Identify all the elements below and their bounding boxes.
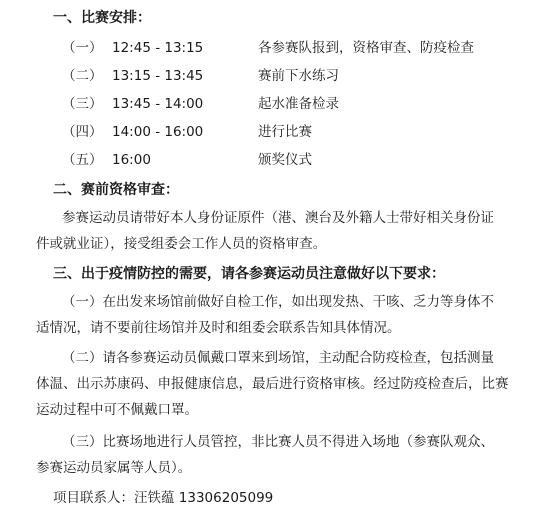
section-2-heading: 二、赛前资格审查： bbox=[53, 182, 179, 198]
paragraph-line: 参赛运动员请带好本人身份证原件（港、澳台及外籍人士带好相关身份证 bbox=[62, 210, 494, 226]
paragraph-line: 件或就业证），接受组委会工作人员的资格审查。 bbox=[36, 236, 327, 252]
requirement-line: （二）请各参赛运动员佩戴口罩来到场馆，主动配合防疫检查，包括测量 bbox=[62, 350, 494, 366]
requirement-line: （三）比赛场地进行人员管控，非比赛人员不得进入场地（参赛队观众、 bbox=[62, 434, 494, 450]
schedule-row bbox=[62, 94, 339, 114]
schedule-description: 赛前下水练习 bbox=[258, 68, 339, 84]
schedule-number: （二） bbox=[62, 68, 103, 84]
schedule-description: 颁奖仪式 bbox=[258, 152, 312, 168]
section-3-heading: 三、出于疫情防控的需要，请各参赛运动员注意做好以下要求： bbox=[53, 266, 445, 282]
schedule-description: 进行比赛 bbox=[258, 124, 312, 140]
section-1-heading: 一、比赛安排： bbox=[53, 10, 151, 26]
schedule-number: （五） bbox=[62, 152, 103, 168]
requirement-line: 体温、出示苏康码、申报健康信息，最后进行资格审核。经过防疫检查后，比赛 bbox=[36, 376, 509, 392]
schedule-time: 16:00 bbox=[112, 152, 151, 168]
schedule-row bbox=[62, 122, 312, 142]
schedule-time: 12:45 - 13:15 bbox=[112, 40, 204, 56]
contact-line: 项目联系人：汪铁蕴 13306205099 bbox=[53, 490, 274, 506]
schedule-row bbox=[62, 38, 474, 58]
requirement-line: （一）在出发来场馆前做好自检工作，如出现发热、干咳、乏力等身体不 bbox=[62, 294, 494, 310]
schedule-time: 14:00 - 16:00 bbox=[112, 124, 204, 140]
requirement-line: 运动过程中可不佩戴口罩。 bbox=[36, 402, 198, 418]
schedule-number: （四） bbox=[62, 124, 103, 140]
schedule-row bbox=[62, 150, 312, 170]
schedule-number: （三） bbox=[62, 96, 103, 112]
requirement-line: 适情况，请不要前往场馆并及时和组委会联系告知具体情况。 bbox=[36, 320, 401, 336]
schedule-description: 起水准备检录 bbox=[258, 96, 339, 112]
schedule-description: 各参赛队报到，资格审查、防疫检查 bbox=[258, 40, 474, 56]
schedule-time: 13:15 - 13:45 bbox=[112, 68, 204, 84]
schedule-number: （一） bbox=[62, 40, 103, 56]
schedule-row bbox=[62, 66, 339, 86]
requirement-line: 参赛运动员家属等人员）。 bbox=[36, 460, 192, 476]
schedule-time: 13:45 - 14:00 bbox=[112, 96, 204, 112]
